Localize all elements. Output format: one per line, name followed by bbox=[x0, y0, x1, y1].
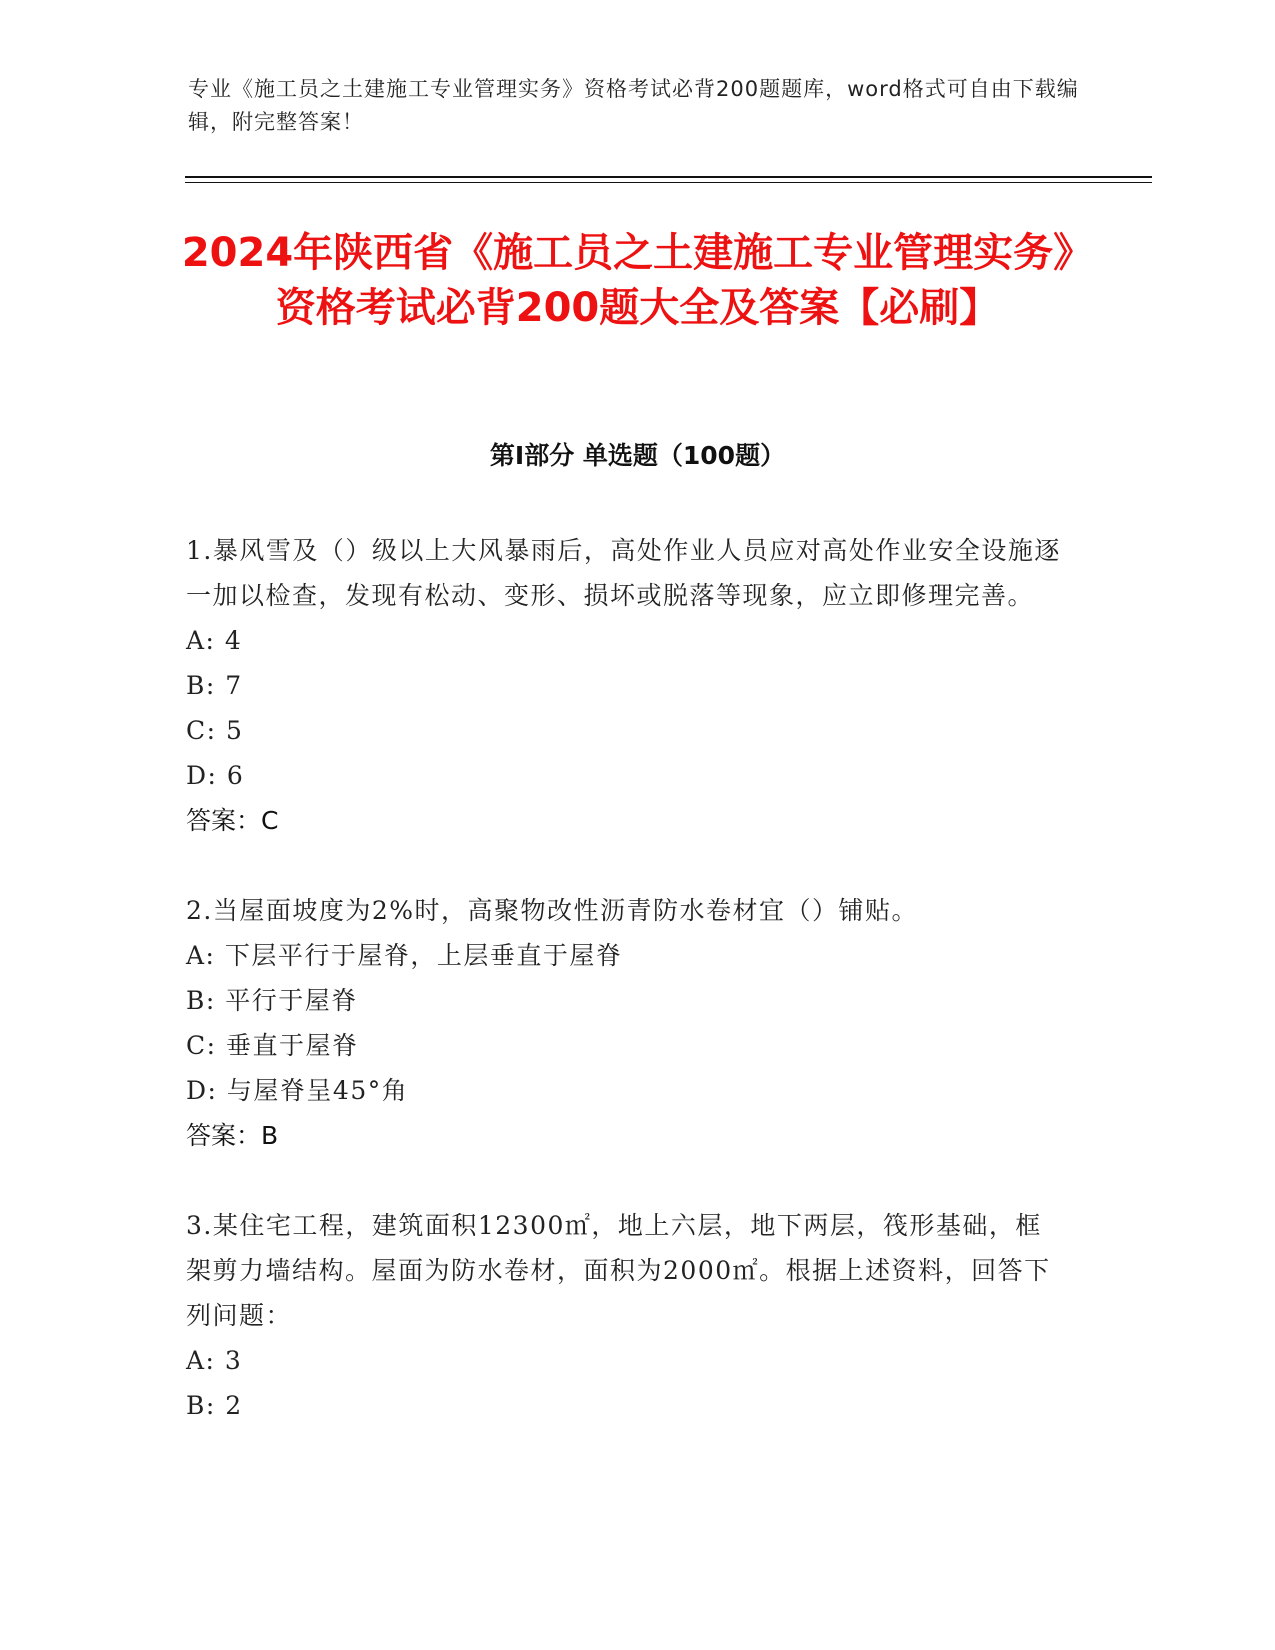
question-3 bbox=[186, 1203, 1066, 1428]
question-list bbox=[186, 528, 1066, 1473]
option-b: B: 平行于屋脊 bbox=[186, 986, 358, 1015]
header-note: 专业《施工员之土建施工专业管理实务》资格考试必背200题题库，word格式可自由下载编辑，附完整答案！ bbox=[188, 77, 1079, 134]
option-a: A: 4 bbox=[186, 626, 243, 655]
document-title: 2024年陕西省《施工员之土建施工专业管理实务》资格考试必背200题大全及答案【必刷】 bbox=[181, 230, 1094, 331]
header-rule-thin bbox=[185, 182, 1152, 183]
question-stem: 3.某住宅工程，建筑面积12300㎡，地上六层，地下两层，筏形基础，框架剪力墙结构。屋面为防水卷材，面积为2000㎡。根据上述资料，回答下列问题： bbox=[186, 1211, 1051, 1330]
answer: 答案：B bbox=[186, 1121, 279, 1150]
question-stem: 1.暴风雪及（）级以上大风暴雨后，高处作业人员应对高处作业安全设施逐一加以检查，发现有松动、变形、损坏或脱落等现象，应立即修理完善。 bbox=[186, 536, 1061, 610]
question-1 bbox=[186, 528, 1066, 843]
option-d: D: 与屋脊呈45°角 bbox=[186, 1076, 409, 1105]
question-2 bbox=[186, 888, 1066, 1158]
answer: 答案：C bbox=[186, 806, 279, 835]
option-b: B: 7 bbox=[186, 671, 243, 700]
option-a: A: 3 bbox=[186, 1346, 243, 1375]
header-rule-thick bbox=[185, 176, 1152, 178]
option-c: C: 垂直于屋脊 bbox=[186, 1031, 359, 1060]
option-b: B: 2 bbox=[186, 1391, 243, 1420]
section-heading: 第I部分 单选题（100题） bbox=[489, 441, 786, 470]
option-c: C: 5 bbox=[186, 716, 244, 745]
option-d: D: 6 bbox=[186, 761, 245, 790]
option-a: A: 下层平行于屋脊，上层垂直于屋脊 bbox=[186, 941, 623, 970]
question-stem: 2.当屋面坡度为2%时，高聚物改性沥青防水卷材宜（）铺贴。 bbox=[186, 896, 919, 925]
